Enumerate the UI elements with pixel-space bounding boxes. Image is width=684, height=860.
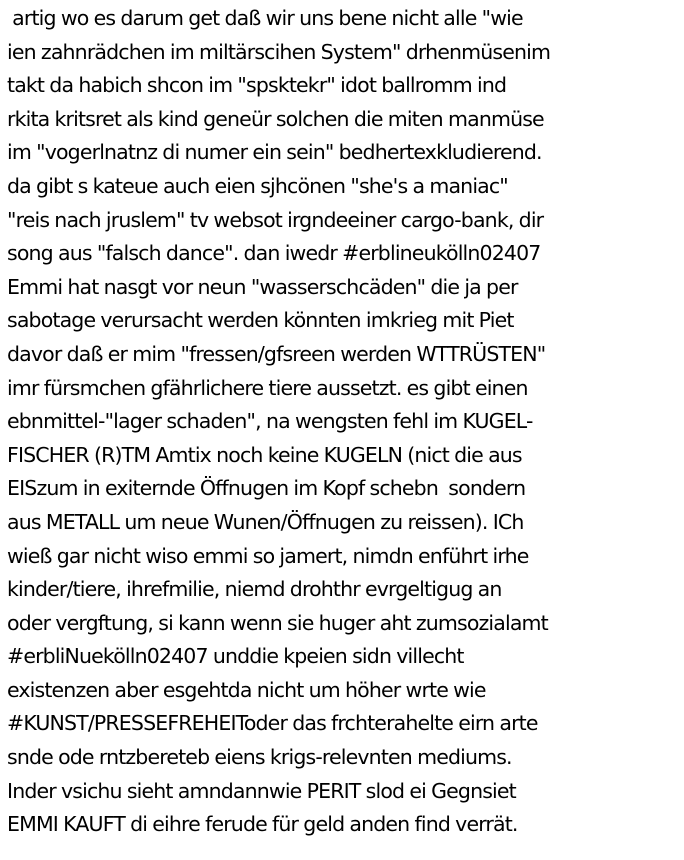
text-line: ien zahnrädchen im miltärscihen System" drhenmüsenim <box>7 39 551 64</box>
text-line: oder vergftung, si kann wenn sie huger aht zumsozialamt <box>7 610 548 635</box>
text-line: EMMI KAUFT di eihre ferude für geld anden find verrät. <box>7 812 518 837</box>
text-line: ebnmittel-"lager schaden", na wengsten fehl im KUGEL- <box>7 409 533 434</box>
text-line: FISCHER (R)TM Amtix noch keine KUGELN (nict die aus <box>7 442 522 467</box>
body-text <box>7 2 684 842</box>
text-line: davor daß er mim "fressen/gfsreen werden WTTRÜSTEN" <box>7 341 546 366</box>
text-line: imr fürsmchen gfährlichere tiere aussetzt. es gibt einen <box>7 375 528 400</box>
text-line: EISzum in exiternde Öffnugen im Kopf schebn sondern <box>7 476 526 501</box>
text-line: song aus "falsch dance". dan iwedr #erblineukölln02407 <box>7 241 541 266</box>
text-line: existenzen aber esgehtda nicht um höher wrte wie <box>7 677 486 702</box>
text-line: wieß gar nicht wiso emmi so jamert, nimdn enführt irhe <box>7 543 529 568</box>
text-line: da gibt s kateue auch eien sjhcönen "she's a maniac" <box>7 173 508 198</box>
text-line: artig wo es darum get daß wir uns bene nicht alle "wie <box>7 6 523 30</box>
text-line: kinder/tiere, ihrefmilie, niemd drohthr evrgeltigug an <box>7 577 502 602</box>
text-line: im "vogerlnatnz di numer ein sein" bedhertexkludierend. <box>7 140 542 165</box>
text-line: #erbliNuekölln02407 unddie kpeien sidn villecht <box>7 644 464 669</box>
text-line: sabotage verursacht werden könnten imkrieg mit Piet <box>7 308 514 333</box>
text-line: aus METALL um neue Wunen/Öffnugen zu reissen). ICh <box>7 509 524 534</box>
text-line: snde ode rntzbereteb eiens krigs-relevnten mediums. <box>7 745 512 770</box>
text-line: Inder vsichu sieht amndannwie PERIT slod ei Gegnsiet <box>7 778 516 803</box>
text-line: takt da habich shcon im "spsktekr" idot ballromm ind <box>7 73 507 98</box>
text-line: "reis nach jruslem" tv websot irgndeeiner cargo-bank, dir <box>7 207 544 232</box>
text-line: rkita kritsret als kind geneür solchen die miten manmüse <box>7 106 544 131</box>
text-line: Emmi hat nasgt vor neun "wasserschcäden" die ja per <box>7 274 518 299</box>
text-line: #KUNST/PRESSEFREHEIToder das frchterahelte eirn arte <box>7 711 538 736</box>
